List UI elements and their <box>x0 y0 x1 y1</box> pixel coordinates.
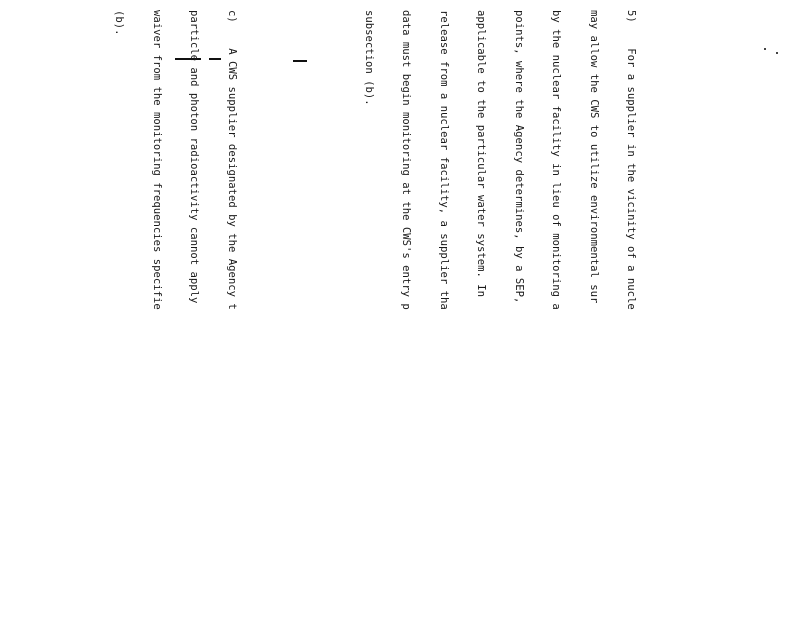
scan-speck-2 <box>776 52 778 54</box>
scan-speck-1 <box>764 48 766 50</box>
paragraph-5 <box>338 10 663 630</box>
text-line: c) A CWS supplier designated by the Agency t <box>226 10 238 310</box>
text-line: release from a nuclear facility, a supplier tha <box>438 10 450 310</box>
text-line: waiver from the monitoring frequencies specifie <box>151 10 163 310</box>
text-line: points, where the Agency determines, by a SEP, <box>513 10 525 304</box>
paragraph-c <box>88 10 263 630</box>
paragraph-d <box>0 10 14 630</box>
text-line: may allow the CWS to utilize environmental sur <box>588 10 600 304</box>
text-line: 5) For a supplier in the vicinity of a nucle <box>625 10 638 310</box>
text-line: by the nuclear facility in lieu of monitoring a <box>550 10 563 310</box>
text-line: applicable to the particular water system. In <box>475 10 488 298</box>
text-line: subsection (b). <box>363 10 375 106</box>
text-line: (b). <box>113 10 126 36</box>
rotated-page <box>88 0 706 618</box>
document-body <box>113 10 700 630</box>
text-line: particle and photon radioactivity cannot apply <box>188 10 201 304</box>
text-line: data must begin monitoring at the CWS's entry p <box>400 10 413 310</box>
